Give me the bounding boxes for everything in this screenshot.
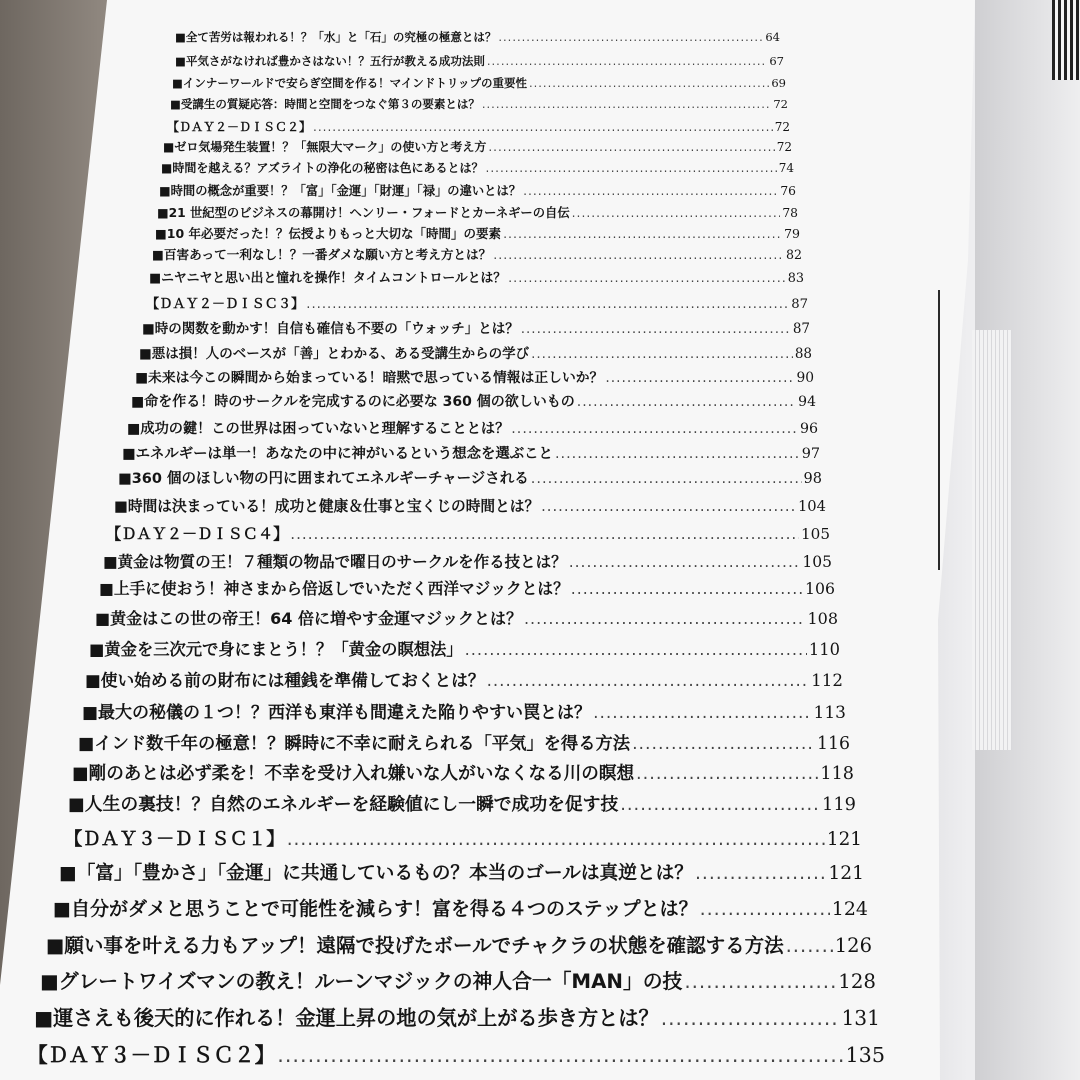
toc-page-number: 67 — [769, 53, 784, 68]
toc-entry — [95, 606, 838, 629]
toc-entry — [106, 523, 830, 544]
toc-entry-title: ■平気さがなければ豊かさはない！？五行が教える成功法則 — [175, 53, 485, 68]
toc-entry-title: ■最大の秘儀の１つ！？西洋も東洋も間違えた陥りやすい罠とは？ — [82, 703, 592, 723]
toc-leader-dots — [577, 394, 796, 410]
toc-leader-dots — [487, 670, 810, 690]
toc-entry — [152, 244, 802, 263]
toc-entry-title: ■人生の裏技！？自然のエネルギーを経験値にし一瞬で成功を促す技 — [68, 794, 619, 816]
toc-entry — [40, 965, 876, 994]
toc-entry-title: ■360 個のほしい物の円に囲まれてエネルギーチャージされる — [118, 470, 529, 487]
toc-page-number: 108 — [807, 609, 838, 628]
toc-entry-title: ■時間を越える？アズライトの浄化の秘密は色にあるとは？ — [161, 161, 484, 175]
toc-entry-title: 【ＤＡＹ３－ＤＩＳＣ２】 — [27, 1043, 276, 1068]
toc-leader-dots — [524, 609, 805, 628]
toc-entry — [175, 29, 780, 45]
toc-entry — [127, 418, 818, 438]
toc-entry-title: 【ＤＡＹ２－ＤＩＳＣ３】 — [146, 296, 305, 312]
toc-page-number: 94 — [798, 394, 816, 410]
toc-leader-dots — [695, 863, 826, 884]
toc-entry-title: ■使い始める前の財布には種銭を準備しておくとは？ — [85, 670, 485, 691]
toc-entry-title: ■上手に使おう！神さまから倍返しでいただく西洋マジックとは？ — [99, 579, 569, 599]
toc-entry-title: ■黄金は物質の王！７種類の物品で曜日のサークルを作る技とは？ — [103, 552, 567, 571]
toc-leader-dots — [486, 161, 777, 175]
toc-entry — [59, 858, 864, 885]
toc-leader-dots — [306, 297, 789, 312]
paper-stack-lines — [972, 330, 1012, 750]
toc-leader-dots — [523, 184, 778, 198]
toc-entry-title: ■願い事を叶える力もアップ！遠隔で投げたボールでチャクラの状態を確認する方法 — [46, 933, 784, 957]
toc-leader-dots — [555, 446, 800, 462]
toc-entry-title: ■グレートワイズマンの教え！ルーンマジックの神人合一「MAN」の技 — [40, 970, 683, 994]
toc-entry — [82, 698, 846, 723]
toc-entry-title: ■自分がダメと思うことで可能性を減らす！富を得る４つのステップとは？ — [53, 898, 698, 920]
toc-leader-dots — [493, 247, 784, 262]
toc-leader-dots — [498, 30, 763, 44]
toc-leader-dots — [503, 226, 782, 241]
toc-leader-dots — [569, 553, 801, 571]
toc-entry — [163, 138, 792, 155]
toc-entry — [161, 159, 794, 176]
toc-leader-dots — [465, 640, 807, 659]
toc-entry — [46, 930, 872, 958]
toc-entry — [99, 577, 835, 599]
toc-entry — [118, 467, 822, 488]
toc-leader-dots — [593, 703, 811, 723]
toc-entry-title: ■受講生の質疑応答：時間と空間をつなぐ第３の要素とは？ — [170, 96, 480, 111]
toc-entry-title: ■時間の概念が重要！？「富」「金運」「財運」「禄」の違いとは？ — [159, 183, 522, 198]
toc-entry-title: ■黄金を三次元で身にまとう！？「黄金の瞑想法」 — [89, 639, 463, 659]
toc-page-number: 124 — [831, 898, 868, 920]
toc-leader-dots — [661, 1006, 840, 1030]
toc-entry-title: ■百害あって一利なし！？一番ダメな願い方と考え方とは？ — [152, 247, 492, 263]
toc-entry-title: ■インナーワールドで安らぎ空間を作る！マインドトリップの重要性 — [172, 75, 527, 90]
toc-leader-dots — [313, 120, 773, 134]
toc-entry — [167, 118, 790, 135]
toc-page-number: 72 — [774, 120, 790, 134]
toc-page-number: 112 — [811, 670, 843, 691]
toc-entry — [68, 791, 856, 816]
toc-leader-dots — [521, 321, 791, 337]
toc-entry-title: ■黄金はこの世の帝王！64 倍に増やす金運マジックとは？ — [95, 609, 522, 628]
toc-page-number: 69 — [771, 75, 786, 90]
toc-page-number: 74 — [778, 161, 794, 175]
toc-leader-dots — [632, 734, 815, 754]
toc-page-number: 97 — [801, 445, 820, 462]
toc-page-number: 64 — [765, 29, 780, 44]
toc-page-number: 110 — [808, 639, 840, 659]
toc-page-number: 113 — [813, 703, 846, 723]
barcode-strip — [1052, 0, 1080, 80]
toc-page-number: 72 — [773, 96, 788, 111]
toc-page-number: 105 — [802, 552, 832, 571]
toc-leader-dots — [482, 97, 771, 111]
toc-entry-title: ■21 世紀型のビジネスの幕開け！ヘンリー・フォードとカーネギーの自伝 — [157, 205, 570, 220]
toc-entry-title: 【ＤＡＹ３－ＤＩＳＣ１】 — [64, 828, 285, 850]
toc-entry-title: ■時間は決まっている！成功と健康＆仕事と宝くじの時間とは？ — [114, 498, 540, 516]
toc-leader-dots — [531, 346, 793, 362]
toc-entry — [122, 442, 820, 463]
toc-entry — [135, 366, 814, 386]
toc-page-number: 79 — [784, 225, 800, 241]
toc-leader-dots — [786, 934, 833, 957]
toc-page-number: 106 — [805, 579, 835, 599]
toc-page-number: 128 — [838, 970, 876, 994]
toc-entry — [157, 203, 798, 221]
toc-leader-dots — [531, 471, 802, 487]
toc-page-number: 76 — [780, 183, 796, 198]
toc-entry-title: ■未来は今この瞬間から始まっている！暗黙で思っている情報は正しいか？ — [135, 370, 604, 387]
toc-entry-title: ■ゼロ気場発生装置！？「無限大マーク」の使い方と考え方 — [163, 140, 487, 154]
toc-page-number: 135 — [845, 1043, 885, 1068]
toc-entry — [27, 1038, 885, 1068]
toc-entry-title: ■剛のあとは必ず柔を！不幸を受け入れ嫌いな人がいなくなる川の瞑想 — [72, 764, 635, 785]
toc-page-number: 87 — [792, 320, 810, 337]
toc-entry-title: ■ニヤニヤと思い出と憧れを操作！タイムコントロールとは？ — [149, 271, 507, 287]
toc-entry — [89, 636, 840, 660]
toc-entry — [146, 293, 808, 312]
toc-leader-dots — [684, 970, 836, 993]
toc-page-number: 98 — [803, 470, 822, 487]
toc-page-number: 90 — [796, 370, 814, 387]
toc-leader-dots — [290, 525, 799, 543]
toc-entry — [72, 760, 854, 785]
toc-leader-dots — [511, 421, 798, 437]
toc-page-number: 72 — [776, 140, 792, 154]
toc-entry — [175, 53, 784, 69]
toc-leader-dots — [700, 898, 830, 920]
toc-page-number: 88 — [794, 345, 812, 362]
page-margin-line — [938, 290, 940, 570]
toc-entry — [103, 550, 832, 572]
toc-leader-dots — [636, 764, 818, 784]
toc-entry-title: ■全て苦労は報われる！？「水」と「石」の究極の極意とは？ — [175, 29, 497, 44]
toc-page-number: 119 — [822, 794, 856, 816]
toc-entry — [159, 181, 796, 199]
toc-entry-title: ■悪は損！人のベースが「善」とわかる、ある受講生からの学び — [139, 345, 530, 362]
toc-leader-dots — [529, 76, 769, 90]
toc-entry — [114, 495, 826, 516]
toc-entry-title: ■運さえも後天的に作れる！金運上昇の地の気が上がる歩き方とは？ — [34, 1005, 659, 1030]
toc-page-number: 78 — [782, 205, 798, 220]
toc-entry-title: ■「富」「豊かさ」「金運」に共通しているもの？本当のゴールは真逆とは？ — [59, 863, 693, 885]
toc-entry-title: ■成功の鍵！この世界は困っていないと理解することとは？ — [127, 420, 510, 437]
toc-entry — [53, 894, 868, 921]
toc-page-number: 126 — [834, 933, 872, 957]
toc-entry-title: 【ＤＡＹ２－ＤＩＳＣ４】 — [106, 524, 289, 543]
toc-page-number: 96 — [799, 420, 818, 437]
toc-leader-dots — [508, 271, 786, 286]
toc-leader-dots — [605, 370, 794, 386]
toc-entry-title: ■インド数千年の極意！？瞬時に不幸に耐えられる「平気」を得る方法 — [78, 733, 631, 754]
toc-page-number: 121 — [828, 863, 864, 885]
toc-entry — [155, 224, 800, 242]
toc-page-number: 116 — [817, 733, 850, 754]
toc-leader-dots — [620, 794, 820, 815]
toc-leader-dots — [572, 206, 781, 220]
toc-leader-dots — [487, 54, 767, 68]
toc-entry — [139, 342, 812, 362]
toc-page-number: 104 — [797, 498, 826, 516]
toc-page-number: 131 — [841, 1005, 880, 1030]
toc-entry — [34, 1002, 880, 1031]
toc-page-number: 121 — [826, 828, 862, 850]
toc-page-number: 105 — [801, 524, 830, 543]
toc-entry-title: ■命を作る！時のサークルを完成するのに必要な 360 個の欲しいもの — [131, 394, 575, 410]
toc-entry — [78, 729, 850, 754]
toc-entry — [142, 317, 810, 337]
toc-leader-dots — [488, 140, 774, 154]
toc-entry — [172, 75, 786, 91]
toc-entry — [131, 391, 816, 411]
toc-page-number: 83 — [787, 271, 804, 287]
toc-entry — [170, 96, 788, 112]
toc-entry-title: ■時の関数を動かす！自信も確信も不要の「ウォッチ」とは？ — [142, 320, 519, 337]
toc-leader-dots — [541, 498, 796, 515]
toc-entry — [149, 267, 804, 286]
toc-entry-title: ■エネルギーは単一！あなたの中に神がいるという想念を選ぶこと — [122, 445, 553, 462]
toc-page-number: 118 — [820, 764, 854, 785]
toc-leader-dots — [287, 829, 825, 850]
toc-leader-dots — [277, 1043, 843, 1067]
toc-page-number: 87 — [791, 296, 808, 312]
toc-page-number: 82 — [785, 247, 802, 263]
toc-entry — [85, 667, 843, 691]
toc-entry-title: 【ＤＡＹ２－ＤＩＳＣ２】 — [167, 120, 312, 134]
toc-entry-title: ■10 年必要だった！？伝授よりもっと大切な「時間」の要素 — [155, 225, 502, 241]
toc-leader-dots — [571, 579, 803, 598]
toc-entry — [64, 825, 862, 851]
